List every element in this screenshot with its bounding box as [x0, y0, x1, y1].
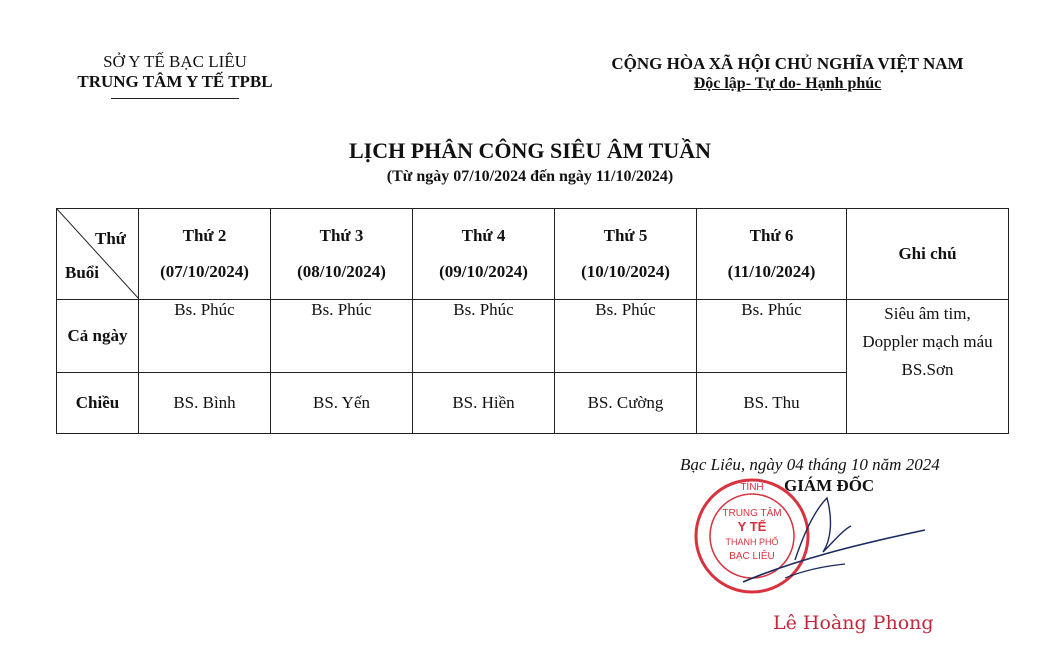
- schedule-cell: BS. Bình: [139, 373, 271, 434]
- page-title: LỊCH PHÂN CÔNG SIÊU ÂM TUẦN: [348, 138, 711, 163]
- svg-text:TRUNG TÂM: TRUNG TÂM: [722, 508, 782, 519]
- org-department: SỞ Y TẾ BẠC LIÊU: [103, 52, 247, 71]
- date-range-subtitle: (Từ ngày 07/10/2024 đến ngày 11/10/2024): [386, 168, 674, 185]
- nation-name: CỘNG HÒA XÃ HỘI CHỦ NGHĨA VIỆT NAM: [611, 54, 964, 73]
- day-header: Thứ 2 (07/10/2024): [139, 209, 271, 300]
- corner-cell: [57, 209, 139, 300]
- national-motto: [560, 54, 1015, 94]
- svg-text:THANH PHỐ: THANH PHỐ: [725, 537, 779, 547]
- schedule-cell: Bs. Phúc: [139, 300, 271, 373]
- note-line: Siêu âm tim,: [884, 304, 971, 323]
- corner-session-label: Buổi: [65, 263, 100, 282]
- svg-text:BẠC LIÊU: BẠC LIÊU: [729, 551, 775, 562]
- table-header-row: [57, 209, 1009, 300]
- signing-date: Bạc Liêu, ngày 04 tháng 10 năm 2024: [680, 455, 940, 474]
- note-doctor: BS.Sơn: [901, 360, 954, 379]
- day-header: Thứ 3 (08/10/2024): [271, 209, 413, 300]
- schedule-cell: Bs. Phúc: [413, 300, 555, 373]
- schedule-table: [56, 208, 1009, 434]
- schedule-cell: BS. Thu: [697, 373, 847, 434]
- schedule-cell: Bs. Phúc: [555, 300, 697, 373]
- corner-day-label: Thứ: [95, 229, 126, 248]
- org-underline: [111, 98, 239, 99]
- session-label: Cả ngày: [57, 300, 139, 373]
- svg-text:TỈNH: TỈNH: [740, 482, 764, 493]
- signer-name: Lê Hoàng Phong: [773, 612, 934, 634]
- nation-motto: Độc lập- Tự do- Hạnh phúc: [693, 75, 882, 92]
- schedule-cell: BS. Yến: [271, 373, 413, 434]
- svg-text:Y TẾ: Y TẾ: [737, 519, 767, 534]
- handwritten-signature: [735, 490, 935, 590]
- schedule-cell: Bs. Phúc: [697, 300, 847, 373]
- note-cell: [847, 300, 1009, 434]
- schedule-cell: Bs. Phúc: [271, 300, 413, 373]
- schedule-cell: BS. Cường: [555, 373, 697, 434]
- signer-title: GIÁM ĐỐC: [784, 476, 875, 495]
- schedule-cell: BS. Hiền: [413, 373, 555, 434]
- diagonal-divider: [57, 209, 139, 299]
- note-line: Doppler mạch máu: [862, 332, 993, 351]
- day-header: Thứ 6 (11/10/2024): [697, 209, 847, 300]
- day-header: Thứ 4 (09/10/2024): [413, 209, 555, 300]
- table-row: [57, 300, 1009, 373]
- session-label: Chiều: [57, 373, 139, 434]
- issuing-organization: [50, 52, 300, 99]
- day-header: Thứ 5 (10/10/2024): [555, 209, 697, 300]
- note-header: Ghi chú: [847, 209, 1009, 300]
- org-center: TRUNG TÂM Y TẾ TPBL: [77, 72, 273, 91]
